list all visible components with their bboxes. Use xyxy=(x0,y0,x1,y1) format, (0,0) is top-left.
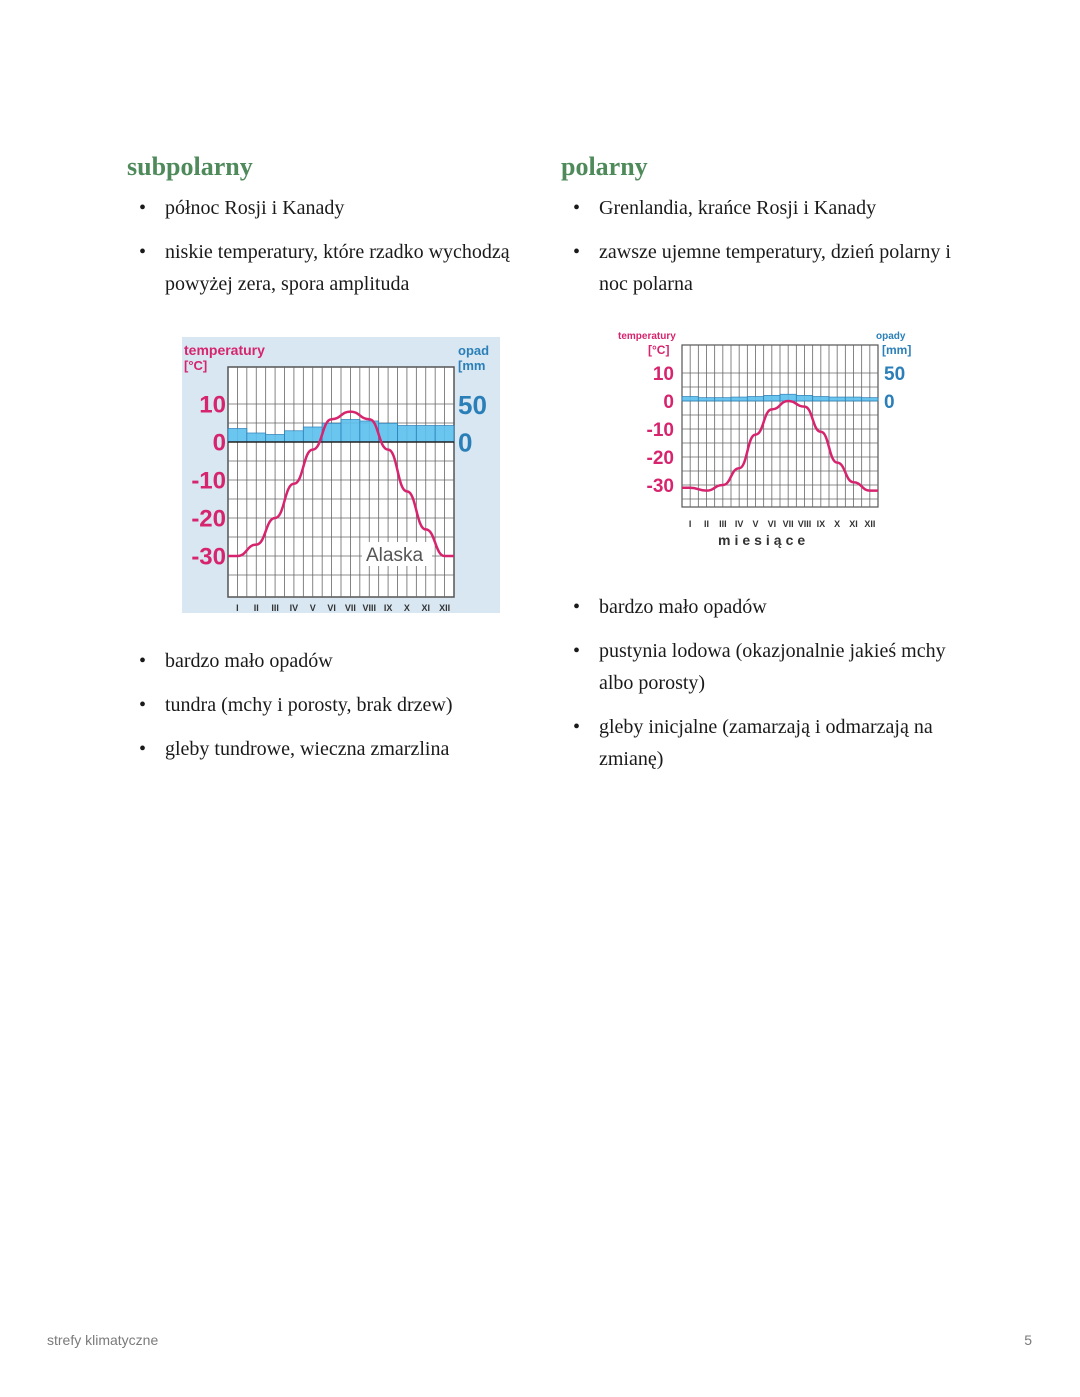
left-axis-unit: [°C] xyxy=(648,343,670,357)
page-number: 5 xyxy=(1024,1332,1032,1348)
precipitation-bar xyxy=(731,397,747,401)
y-tick-label: -30 xyxy=(191,543,226,571)
list-item: • niskie temperatury, które rzadko wychodzą powyżej zera, spora amplituda xyxy=(127,236,547,300)
precipitation-bar xyxy=(398,426,417,443)
precipitation-bar xyxy=(285,431,304,442)
right-axis-unit: [mm xyxy=(458,358,486,373)
precipitation-bar xyxy=(715,398,731,401)
y-tick-label: 0 xyxy=(663,391,674,413)
x-tick-label: I xyxy=(688,519,692,529)
x-axis-label: miesiące xyxy=(718,532,810,548)
x-tick-label: IX xyxy=(816,519,826,529)
precipitation-bar xyxy=(228,429,247,443)
polar-bullets-bottom-wrap xyxy=(561,591,981,787)
precipitation-bar xyxy=(764,395,780,401)
precipitation-bar xyxy=(747,397,763,401)
right-axis-title: opady xyxy=(876,331,906,342)
x-tick-label: XII xyxy=(439,603,451,613)
list-item: • gleby tundrowe, wieczna zmarzlina xyxy=(127,733,547,765)
x-tick-label: IV xyxy=(289,603,299,613)
precipitation-bar xyxy=(862,398,878,401)
section-heading-polar: polarny xyxy=(561,152,648,181)
left-axis-title: temperatury xyxy=(184,342,265,358)
climate-chart-polar-svg xyxy=(612,331,932,556)
precipitation-bar xyxy=(682,397,698,401)
right-tick-label: 0 xyxy=(458,427,473,458)
precipitation-bar xyxy=(845,397,861,401)
precipitation-bar xyxy=(247,433,266,442)
y-tick-label: -20 xyxy=(191,505,226,533)
left-axis-title: temperatury xyxy=(618,331,676,342)
y-tick-label: -30 xyxy=(646,475,674,497)
footer-title: strefy klimatyczne xyxy=(47,1332,159,1348)
y-tick-label: -10 xyxy=(646,419,674,441)
x-tick-label: IV xyxy=(734,519,744,529)
list-item: • gleby inicjalne (zamarzają i odmarzają na zmianę) xyxy=(561,711,981,775)
list-item: • bardzo mało opadów xyxy=(127,645,547,677)
x-tick-label: VI xyxy=(767,519,777,529)
section-heading-subpolar: subpolarny xyxy=(127,152,253,181)
subpolar-bullets-bottom-wrap xyxy=(127,645,547,777)
x-tick-label: VIII xyxy=(362,603,377,613)
precipitation-bar xyxy=(698,398,714,401)
y-tick-label: -10 xyxy=(191,467,226,495)
precipitation-bar xyxy=(341,420,360,443)
right-tick-label: 0 xyxy=(884,391,895,413)
precipitation-bar xyxy=(266,435,285,443)
precipitation-bar xyxy=(416,426,435,443)
x-tick-label: VIII xyxy=(797,519,812,529)
x-tick-label: X xyxy=(834,519,841,529)
y-tick-label: 10 xyxy=(652,363,674,385)
climate-chart-subpolar-svg xyxy=(182,337,500,613)
polar-section xyxy=(561,152,981,312)
right-tick-label: 50 xyxy=(884,363,906,385)
x-tick-label: III xyxy=(271,603,279,613)
x-tick-label: V xyxy=(309,603,316,613)
x-tick-label: V xyxy=(752,519,759,529)
x-tick-label: VI xyxy=(327,603,336,613)
right-axis-title: opad xyxy=(458,343,490,358)
precipitation-bar xyxy=(813,397,829,401)
list-item: • pustynia lodowa (okazjonalnie jakieś mchy albo porosty) xyxy=(561,635,981,699)
precipitation-bar xyxy=(796,395,812,401)
subpolar-bullets-bottom xyxy=(127,645,547,765)
polar-bullets-top xyxy=(561,192,981,300)
right-tick-label: 50 xyxy=(458,389,487,420)
x-tick-label: XII xyxy=(864,519,876,529)
right-axis-unit: [mm] xyxy=(882,343,912,357)
x-tick-label: X xyxy=(403,603,410,613)
x-tick-label: VII xyxy=(782,519,794,529)
x-tick-label: II xyxy=(703,519,710,529)
y-tick-label: -20 xyxy=(646,447,674,469)
x-tick-label: XI xyxy=(849,519,858,529)
x-tick-label: III xyxy=(719,519,727,529)
list-item: • tundra (mchy i porosty, brak drzew) xyxy=(127,689,547,721)
list-item: • Grenlandia, krańce Rosji i Kanady xyxy=(561,192,981,224)
subpolar-section xyxy=(127,152,547,312)
x-tick-label: II xyxy=(253,603,259,613)
annotation-alaska: Alaska xyxy=(366,545,424,566)
precipitation-bar xyxy=(829,397,845,401)
list-item: • zawsze ujemne temperatury, dzień polarny i noc polarna xyxy=(561,236,981,300)
y-tick-label: 0 xyxy=(212,429,226,457)
left-axis-unit: [°C] xyxy=(184,358,208,373)
climate-chart-subpolar xyxy=(182,337,500,613)
subpolar-bullets-top xyxy=(127,192,547,300)
precipitation-bar xyxy=(435,426,454,443)
list-item: • północ Rosji i Kanady xyxy=(127,192,547,224)
climate-chart-polar xyxy=(612,331,932,556)
x-tick-label: I xyxy=(236,603,239,613)
x-tick-label: VII xyxy=(344,603,356,613)
x-tick-label: XI xyxy=(421,603,431,613)
polar-bullets-bottom xyxy=(561,591,981,775)
x-tick-label: IX xyxy=(383,603,393,613)
y-tick-label: 10 xyxy=(199,391,226,419)
list-item: • bardzo mało opadów xyxy=(561,591,981,623)
